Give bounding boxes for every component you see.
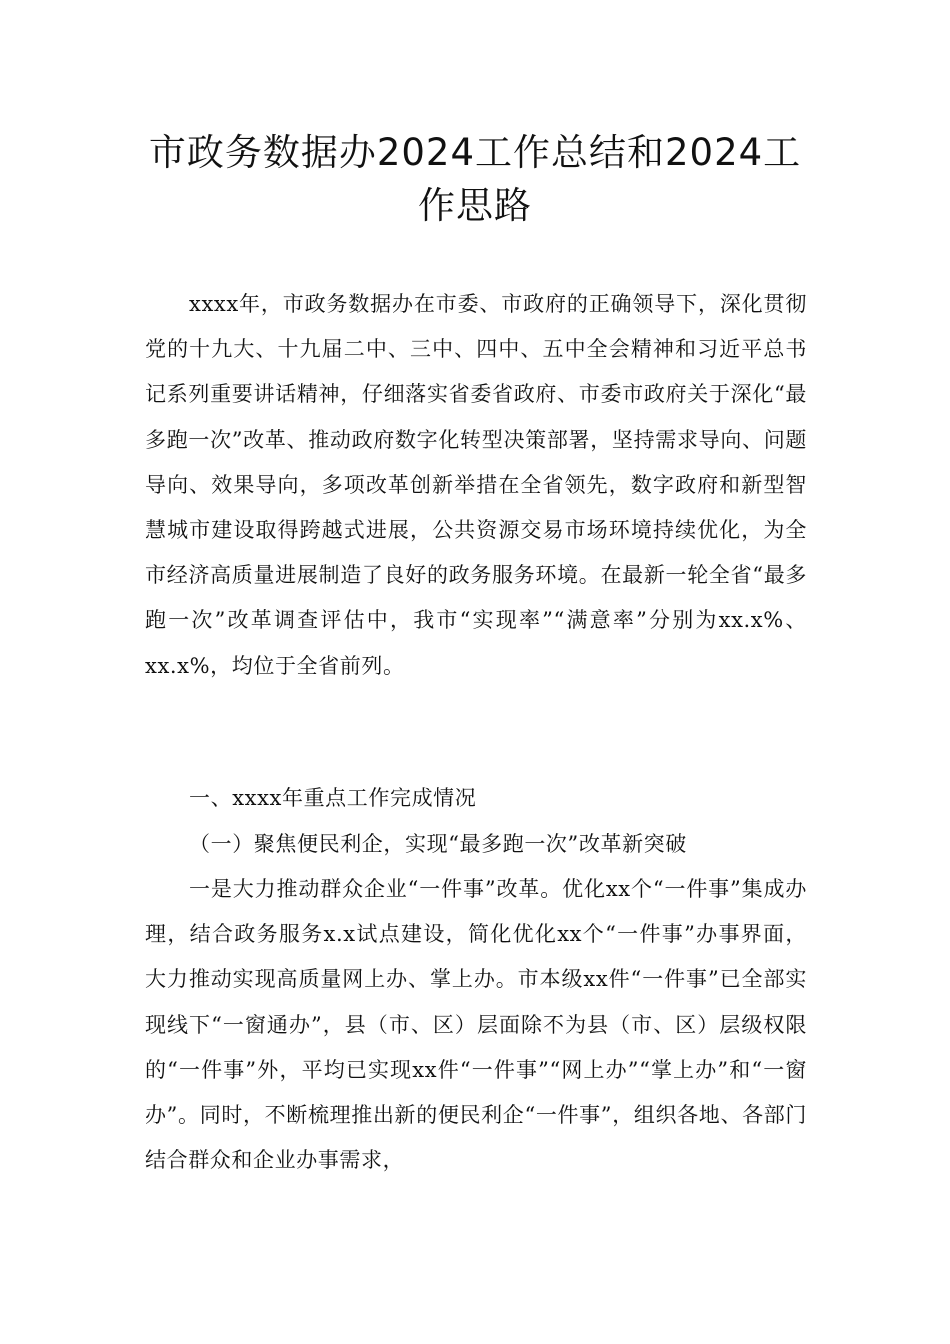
intro-paragraph: xxxx年，市政务数据办在市委、市政府的正确领导下，深化贯彻党的十九大、十九届二中、三中、四中、五中全会精神和习近平总书记系列重要讲话精神，仔细落实省委省政府、市委市政府关于深化“最多跑一次”改革、推动政府数字化转型决策部署，坚持需求导向、问题导向、效果导向，多项改革创新举措在全省领先，数字政府和新型智慧城市建设取得跨越式进展，公共资源交易市场环境持续优化，为全市经济高质量进展制造了良好的政务服务环境。在最新一轮全省“最多跑一次”改革调查评估中，我市“实现率”“满意率”分别为xx.x%、xx.x%，均位于全省前列。 (145, 292, 807, 678)
item-paragraph: 一是大力推动群众企业“一件事”改革。优化xx个“一件事”集成办理，结合政务服务x.x试点建设，简化优化xx个“一件事”办事界面，大力推动实现高质量网上办、掌上办。市本级xx件“一件事”已全部实现线下“一窗通办”，县（市、区）层面除不为县（市、区）层级权限的“一件事”外，平均已实现xx件“一件事”“网上办”“掌上办”和“一窗办”。同时，不断梳理推出新的便民利企“一件事”，组织各地、各部门结合群众和企业办事需求， (145, 877, 807, 1173)
document-title: 市政务数据办2024工作总结和2024工作思路 (148, 131, 802, 227)
section-heading: 一、xxxx年重点工作完成情况 (189, 786, 477, 810)
subsection-heading: （一）聚焦便民利企，实现“最多跑一次”改革新突破 (189, 832, 687, 856)
